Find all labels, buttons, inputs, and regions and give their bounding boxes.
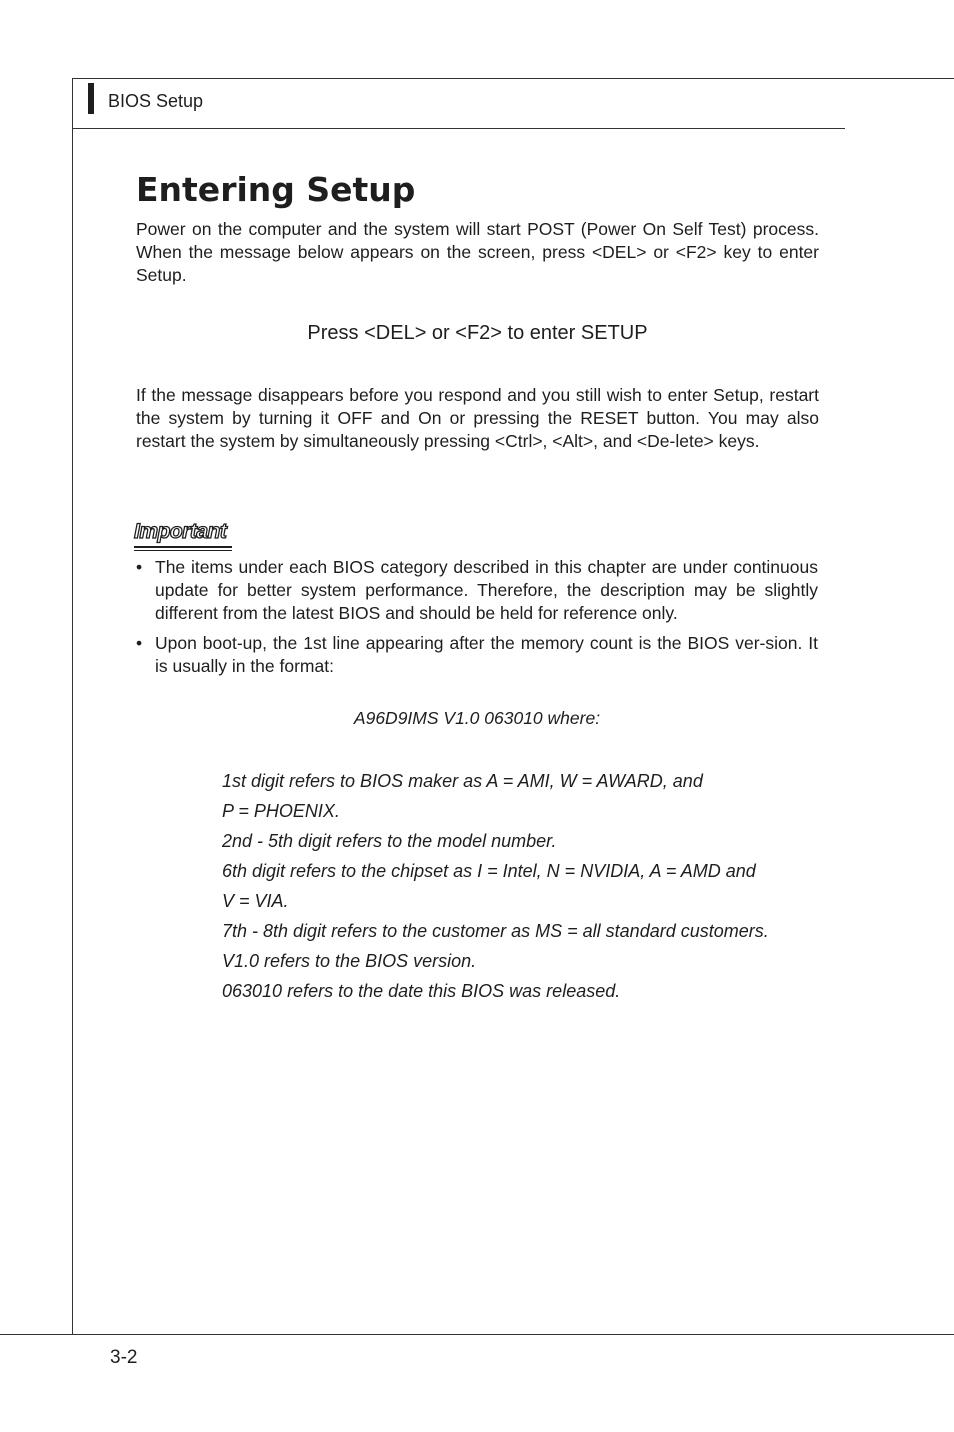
list-item: • The items under each BIOS category described in this chapter are under continuous update for better system performance. Therefore, the description may be slightly different from the latest BIOS and should be held for reference only. <box>136 556 818 625</box>
list-item: • Upon boot-up, the 1st line appearing after the memory count is the BIOS ver-sion. It is usually in the format: <box>136 632 818 678</box>
list-item: P = PHOENIX. <box>222 801 340 821</box>
footer-rule <box>0 1334 954 1335</box>
list-item: 1st digit refers to BIOS maker as A = AMI, W = AWARD, and <box>222 771 703 791</box>
list-item: V = VIA. <box>222 891 289 911</box>
header-marker-bar <box>88 83 94 114</box>
running-header: BIOS Setup <box>108 91 204 111</box>
important-underline <box>134 546 232 548</box>
important-bullet-list <box>136 556 818 678</box>
important-underline-lower <box>134 550 232 551</box>
page-number: 3-2 <box>110 1347 138 1368</box>
list-item: V1.0 refers to the BIOS version. <box>222 951 477 971</box>
list-item: 063010 refers to the date this BIOS was released. <box>222 981 621 1001</box>
header-top-rule <box>72 78 954 79</box>
left-margin-rule <box>72 78 73 1335</box>
intro-paragraph: Power on the computer and the system will start POST (Power On Self Test) process. When the message below appears on the screen, press <DEL> or <F2> key to enter Setup. <box>136 219 819 285</box>
important-label: Important <box>134 520 227 543</box>
setup-prompt-message: Press <DEL> or <F2> to enter SETUP <box>307 322 648 344</box>
header-bottom-rule <box>72 128 845 129</box>
retry-paragraph: If the message disappears before you respond and you still wish to enter Setup, restart the system by turning it OFF and On or pressing the RESET button. You may also restart the system by simultaneously pressing <Ctrl>, <Alt>, and <De-lete> keys. <box>136 385 819 451</box>
bios-format-example: A96D9IMS V1.0 063010 where: <box>353 708 601 728</box>
list-item: 2nd - 5th digit refers to the model number. <box>222 831 557 851</box>
list-item: 7th - 8th digit refers to the customer as MS = all standard customers. <box>222 921 769 941</box>
page-title: Entering Setup <box>136 170 416 209</box>
list-item: 6th digit refers to the chipset as I = Intel, N = NVIDIA, A = AMD and <box>222 861 756 881</box>
bios-format-details <box>222 766 769 1006</box>
